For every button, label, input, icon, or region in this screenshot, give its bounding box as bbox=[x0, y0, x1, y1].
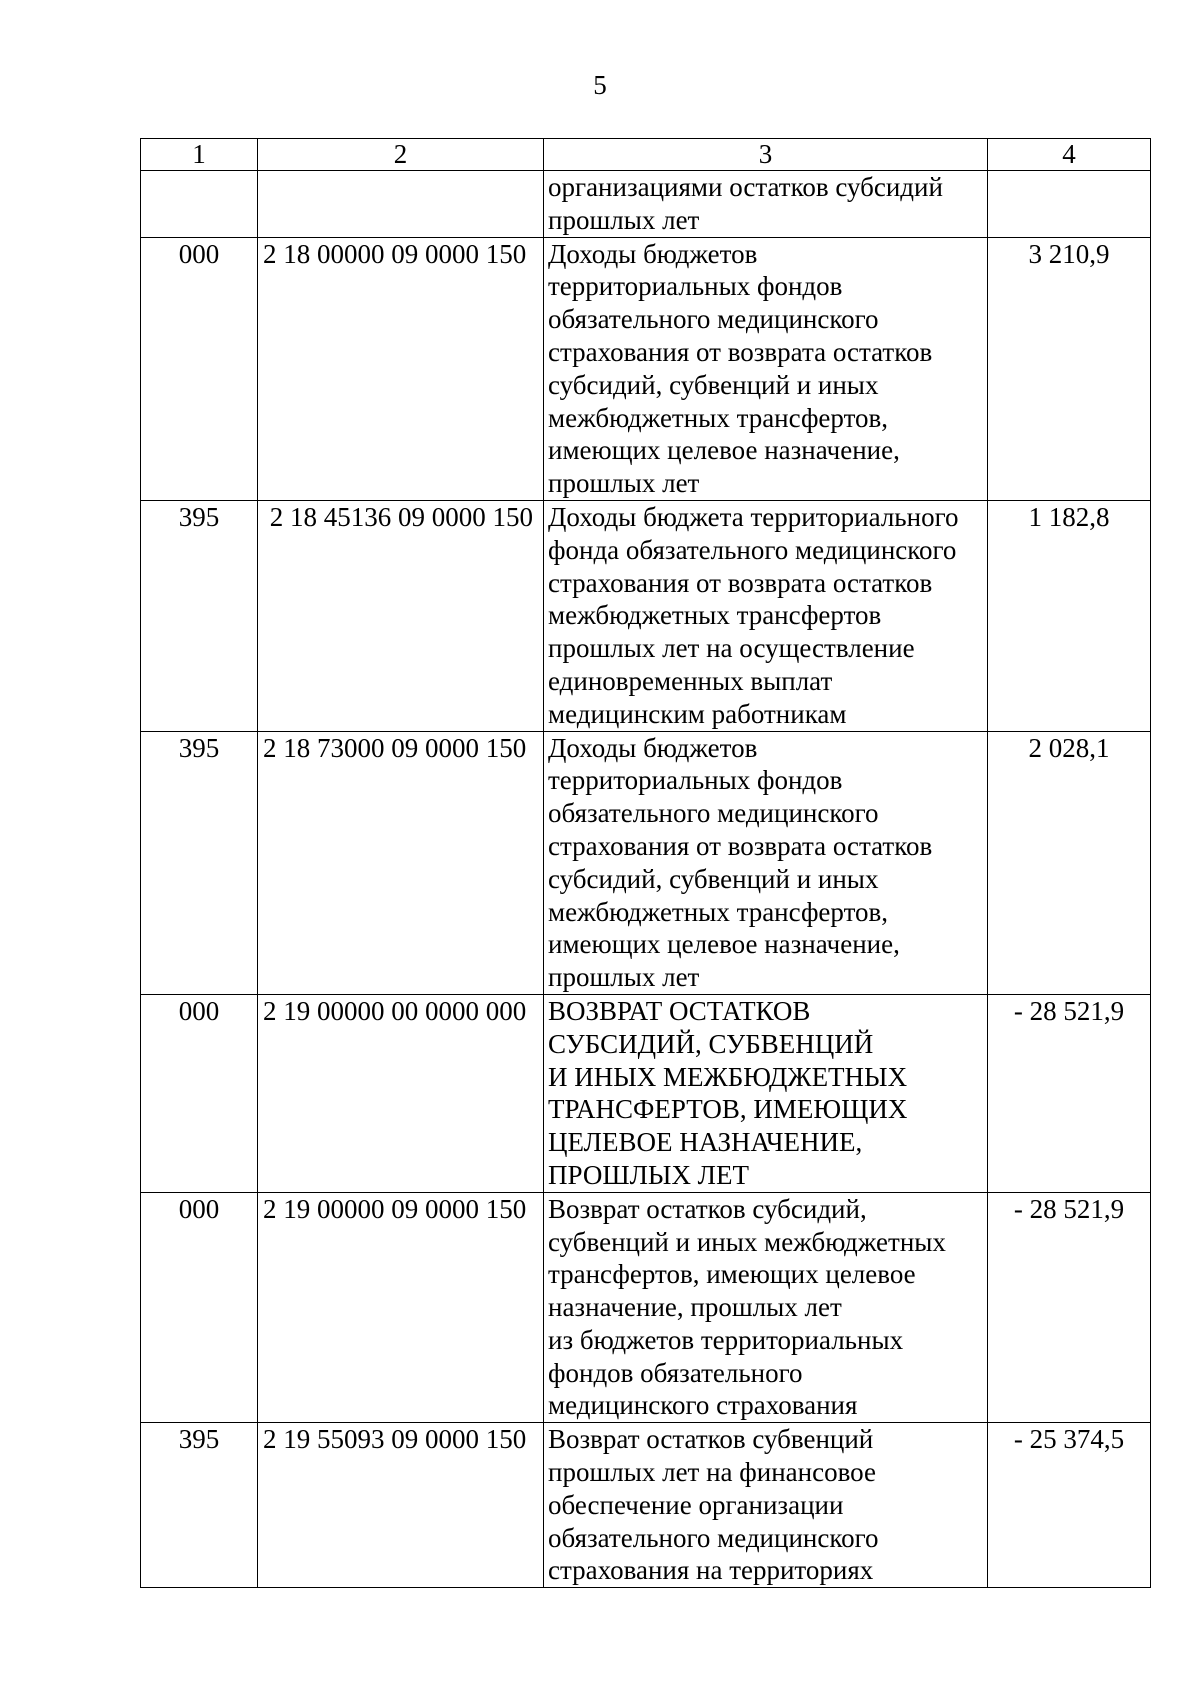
column-header-3: 3 bbox=[544, 139, 988, 171]
amount-cell: - 25 374,5 bbox=[988, 1423, 1151, 1588]
table-row bbox=[141, 1423, 1151, 1588]
admin-code-cell bbox=[141, 171, 258, 238]
income-name-line: ТРАНСФЕРТОВ, ИМЕЮЩИХ bbox=[548, 1094, 908, 1125]
income-name-line: обязательного медицинского bbox=[548, 798, 879, 829]
income-name-line: прошлых лет bbox=[548, 468, 700, 499]
income-name-line: ЦЕЛЕВОЕ НАЗНАЧЕНИЕ, bbox=[548, 1127, 863, 1158]
income-name-line: фондов обязательного bbox=[548, 1357, 803, 1388]
income-name-line: обязательного медицинского bbox=[548, 304, 879, 335]
income-name-line: Доходы бюджетов bbox=[548, 238, 758, 269]
table-body bbox=[141, 171, 1151, 1588]
amount-cell: 1 182,8 bbox=[988, 500, 1151, 731]
column-header-4: 4 bbox=[988, 139, 1151, 171]
income-name-line: прошлых лет bbox=[548, 962, 700, 993]
income-name-line: страхования от возврата остатков bbox=[548, 567, 933, 598]
budget-classification-code-cell bbox=[258, 171, 544, 238]
income-name-line: Доходы бюджета территориального bbox=[548, 501, 959, 532]
income-name-line: обязательного медицинского bbox=[548, 1522, 879, 1553]
income-name-line: территориальных фондов bbox=[548, 271, 843, 302]
income-name-cell bbox=[544, 1423, 988, 1588]
income-name-line: субсидий, субвенций и иных bbox=[548, 369, 879, 400]
income-name-line: субвенций и иных межбюджетных bbox=[548, 1226, 946, 1257]
budget-classification-code-cell: 2 18 45136 09 0000 150 bbox=[258, 500, 544, 731]
income-name-line: Доходы бюджетов bbox=[548, 732, 758, 763]
income-name-line: трансфертов, имеющих целевое bbox=[548, 1259, 916, 1290]
income-name-line: организациями остатков субсидий bbox=[548, 172, 943, 202]
table-row bbox=[141, 500, 1151, 731]
income-name-line: из бюджетов территориальных bbox=[548, 1324, 904, 1355]
income-name-line: Возврат остатков субвенций bbox=[548, 1424, 874, 1455]
amount-cell: - 28 521,9 bbox=[988, 994, 1151, 1192]
income-name-line: территориальных фондов bbox=[548, 765, 843, 796]
admin-code-cell: 395 bbox=[141, 731, 258, 994]
income-name-line: назначение, прошлых лет bbox=[548, 1292, 842, 1323]
admin-code-cell: 395 bbox=[141, 500, 258, 731]
income-name-line: страхования от возврата остатков bbox=[548, 336, 933, 367]
income-name-line: прошлых лет bbox=[548, 204, 700, 235]
amount-cell bbox=[988, 171, 1151, 238]
admin-code-cell: 395 bbox=[141, 1423, 258, 1588]
table-row bbox=[141, 1192, 1151, 1423]
income-name-line: имеющих целевое назначение, bbox=[548, 929, 900, 960]
budget-classification-code-cell: 2 19 00000 09 0000 150 bbox=[258, 1192, 544, 1423]
income-name-line: обеспечение организации bbox=[548, 1489, 844, 1520]
table-row bbox=[141, 731, 1151, 994]
admin-code-cell: 000 bbox=[141, 994, 258, 1192]
header-row bbox=[141, 139, 1151, 171]
amount-cell: - 28 521,9 bbox=[988, 1192, 1151, 1423]
income-name-cell bbox=[544, 171, 988, 238]
budget-table bbox=[140, 138, 1151, 1588]
income-name-cell bbox=[544, 1192, 988, 1423]
income-name-line: единовременных выплат bbox=[548, 665, 833, 696]
column-header-1: 1 bbox=[141, 139, 258, 171]
income-name-cell bbox=[544, 731, 988, 994]
income-name-cell bbox=[544, 237, 988, 500]
page-number: 5 bbox=[593, 70, 607, 100]
amount-cell: 3 210,9 bbox=[988, 237, 1151, 500]
income-name-line: ВОЗВРАТ ОСТАТКОВ bbox=[548, 995, 811, 1026]
income-name-line: имеющих целевое назначение, bbox=[548, 435, 900, 466]
income-name-line: межбюджетных трансфертов, bbox=[548, 402, 889, 433]
budget-classification-code-cell: 2 19 55093 09 0000 150 bbox=[258, 1423, 544, 1588]
table-row bbox=[141, 171, 1151, 238]
budget-classification-code-cell: 2 18 73000 09 0000 150 bbox=[258, 731, 544, 994]
amount-cell: 2 028,1 bbox=[988, 731, 1151, 994]
column-header-2: 2 bbox=[258, 139, 544, 171]
income-name-line: межбюджетных трансфертов bbox=[548, 600, 882, 631]
budget-classification-code-cell: 2 19 00000 00 0000 000 bbox=[258, 994, 544, 1192]
admin-code-cell: 000 bbox=[141, 1192, 258, 1423]
income-name-line: страхования на территориях bbox=[548, 1555, 874, 1586]
income-name-line: Возврат остатков субсидий, bbox=[548, 1193, 867, 1224]
income-name-line: межбюджетных трансфертов, bbox=[548, 896, 889, 927]
income-name-line: медицинского страхования bbox=[548, 1390, 858, 1421]
table-row bbox=[141, 237, 1151, 500]
income-name-line: субсидий, субвенций и иных bbox=[548, 863, 879, 894]
income-name-line: фонда обязательного медицинского bbox=[548, 534, 957, 565]
income-name-line: ПРОШЛЫХ ЛЕТ bbox=[548, 1159, 749, 1190]
income-name-line: СУБСИДИЙ, СУБВЕНЦИЙ bbox=[548, 1028, 874, 1059]
admin-code-cell: 000 bbox=[141, 237, 258, 500]
budget-classification-code-cell: 2 18 00000 09 0000 150 bbox=[258, 237, 544, 500]
income-name-line: медицинским работникам bbox=[548, 698, 847, 729]
income-name-line: И ИНЫХ МЕЖБЮДЖЕТНЫХ bbox=[548, 1061, 908, 1092]
income-name-cell bbox=[544, 994, 988, 1192]
income-name-cell bbox=[544, 500, 988, 731]
table-row bbox=[141, 994, 1151, 1192]
income-name-line: прошлых лет на финансовое bbox=[548, 1457, 876, 1488]
income-name-line: страхования от возврата остатков bbox=[548, 830, 933, 861]
income-name-line: прошлых лет на осуществление bbox=[548, 633, 915, 664]
